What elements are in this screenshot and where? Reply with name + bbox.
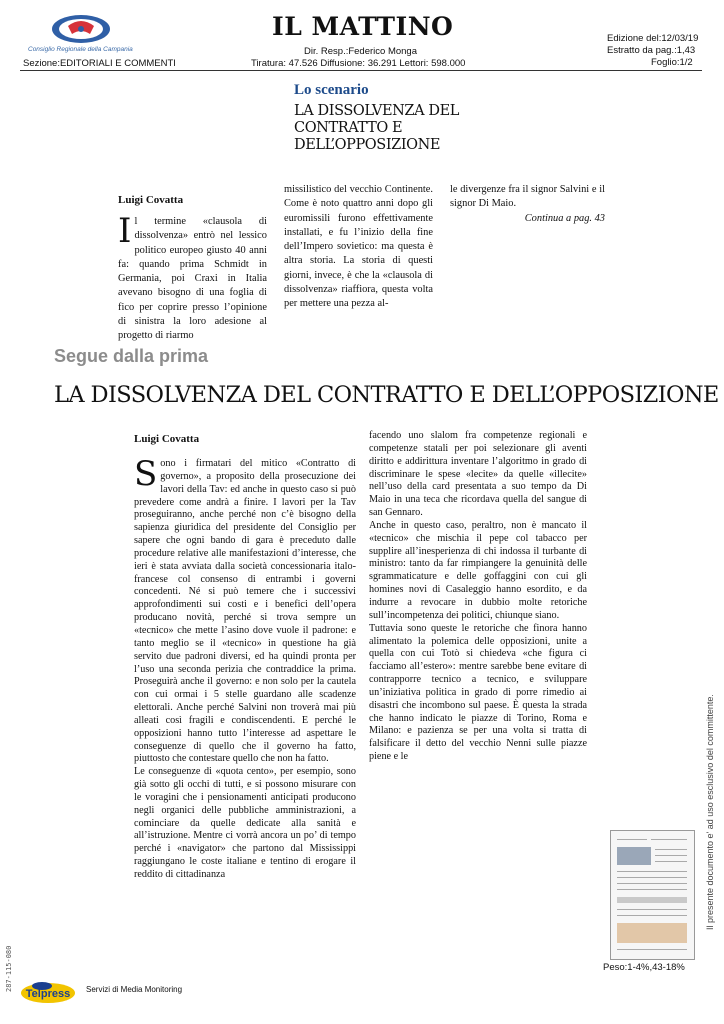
newspaper-masthead: IL MATTINO: [272, 12, 454, 41]
article-author: Luigi Covatta: [134, 433, 200, 445]
telpress-logo-text: Telpress: [25, 988, 71, 1000]
telpress-logo: [20, 980, 76, 1004]
section-label: Sezione:EDITORIALI E COMMENTI: [23, 58, 176, 69]
teaser-column-3: [450, 183, 605, 226]
article-column-2: [369, 430, 587, 764]
article-column-1: [134, 454, 356, 882]
article-paragraph: [134, 454, 356, 766]
director-info: Dir. Resp.:Federico Monga: [304, 46, 417, 57]
footer-services: Servizi di Media Monitoring: [86, 985, 183, 994]
extract-pages: Estratto da pag.:1,43: [607, 45, 696, 56]
organization-name: Consiglio Regionale della Campania: [28, 46, 133, 53]
article-paragraph: Tuttavia sono queste le retoriche che finora hanno alimentato la polemica delle opposizioni, unite a quella con cui Totò si chiedeva «che figura ci facciamo all’estero»: mentre sarebbe bene evitare di contrapporre tecnico a tecnico, e sviluppare un’iniziativa politica in grado di porre rimedio ai disastri che incombono sul paese. È questa la strada che hanno indicato le piazze di Torino, Roma e Milano: e pazienza se per una volta si tratta di falsificare il detto del vecchio Nenni sulle piazze piene e le: [369, 622, 587, 763]
header-divider: [20, 70, 702, 71]
teaser-headline: LA DISSOLVENZA DEL CONTRATTO E DELL’OPPOSIZIONE: [294, 103, 460, 153]
council-logo: [50, 14, 112, 44]
circulation-info: Tiratura: 47.526 Diffusione: 36.291 Lettori: 598.000: [251, 58, 466, 69]
edition-date: Edizione del:12/03/19: [607, 33, 699, 44]
teaser-kicker: Lo scenario: [294, 82, 369, 98]
continued-link: Continua a pag. 43: [524, 212, 605, 224]
teaser-col3-text: le divergenze fra il signor Salvini e il signor Di Maio.: [450, 184, 605, 210]
article-paragraph: facendo uno slalom fra competenze regionali e competenze statali per poi selezionare gli aventi diritto e addirittura inventare l’algoritmo in grado di discriminare le spese «lecite» da quelle «illecite» nell’uso della card presentata a suo tempo da Di Maio in una teca che ricordava quella del sangue di san Gennaro.: [369, 430, 587, 519]
page-thumbnail: [610, 830, 695, 960]
article-text: ono i firmatari del mitico «Contratto di governo», a proposito della prosecuzione dei lavori della Tav: ed anche in questo caso si può prevedere come andrà a finire. I lavori per la Tav proseguiranno, anche perché non c’è bisogno della sapienza giuridica del presidente del Consiglio per sapere che ogni bando di gara è preceduto dalle procedure relative alle manifestazioni d’interesse, che ieri è stata avviata dalla società concessionaria italo-francese col consenso di entrambi i governi concedenti. Né si può temere che i successivi approfondimenti sui costi e i benefici dell’opera producano novità, perché si trova sempre un «tecnico» che mette l’asino dove vuole il padrone: e tanto meglio se il «tecnico» in questione ha già servito due padroni diversi, ed ha quindi pronta per l’uso una seconda perizia che contraddice la prima. Proseguirà anche il governo: e non solo per la cautela con cui ormai i 5 stelle guardano alle scadenze elettorali. Anche perché Salvini non troverà mai più alleati così fragili e condiscendenti. E perché le opposizioni hanno tutto l’interesse ad aspettare le conseguenze di quello che il governo ha fatto, piuttosto che contestare quello che non ha fatto.: [134, 458, 356, 765]
document-code: 287-115-080: [5, 945, 13, 992]
weight-info: Peso:1-4%,43-18%: [603, 962, 685, 973]
segue-label: Segue dalla prima: [54, 346, 209, 366]
teaser-column-2: missilistico del vecchio Continente. Come è noto quattro anni dopo gli euromissili furono effettivamente installati, e fu l’inizio della fine dell’Impero sovietico: ma questa è altra storia. La storia di questi giorni, invece, è che la «clausola di dissolvenza» riaffiora, questa volta per mettere una pezza al-: [284, 184, 433, 310]
teaser-col1-text: l termine «clausola di dissolvenza» entrò nel lessico politico europeo giusto 40 anni fa: quando prima Schmidt in Germania, poi Craxi in Italia avevano bisogno di una foglia di fico per coprire presso l’opinione di sinistra la loro adesione al progetto di riarmo: [118, 216, 267, 342]
article-paragraph: Anche in questo caso, peraltro, non è mancato il «tecnico» che mischia il pepe col tabacco per supplire all’inesperienza di chi indossa il turbante di ministro: tanto da far rimpiangere la genuinità delle sgrammaticature e delle goffaggini con cui gli homines novi di Casaleggio hanno esordito, e da indurre a revocare in dubbio molte retoriche sull’incompetenza dei politici, chiunque siano.: [369, 519, 587, 621]
teaser-author: Luigi Covatta: [118, 194, 184, 206]
teaser-column-1: [118, 211, 267, 344]
article-paragraph: Le conseguenze di «quota cento», per esempio, sono già sotto gli occhi di tutti, e si possono misurare con le voragini che i pensionamenti anticipati producono negli organici delle pubbliche amministrazioni, a cominciare da quelle dedicate alla sanità e all’istruzione. Mentre ci vorrà ancora un po’ di tempo perché i «navigator» che partono dal Mississippi raggiungano le coste italiane e tentino di erogare il reddito di cittadinanza: [134, 766, 356, 880]
teaser-dropcap: I: [118, 211, 132, 251]
usage-disclaimer: Il presente documento e' ad uso esclusivo del committente.: [705, 694, 715, 930]
article-headline: LA DISSOLVENZA DEL CONTRATTO E DELL’OPPOSIZIONE: [54, 382, 719, 408]
sheet-number: Foglio:1/2: [651, 57, 693, 68]
article-dropcap: S: [134, 454, 158, 494]
